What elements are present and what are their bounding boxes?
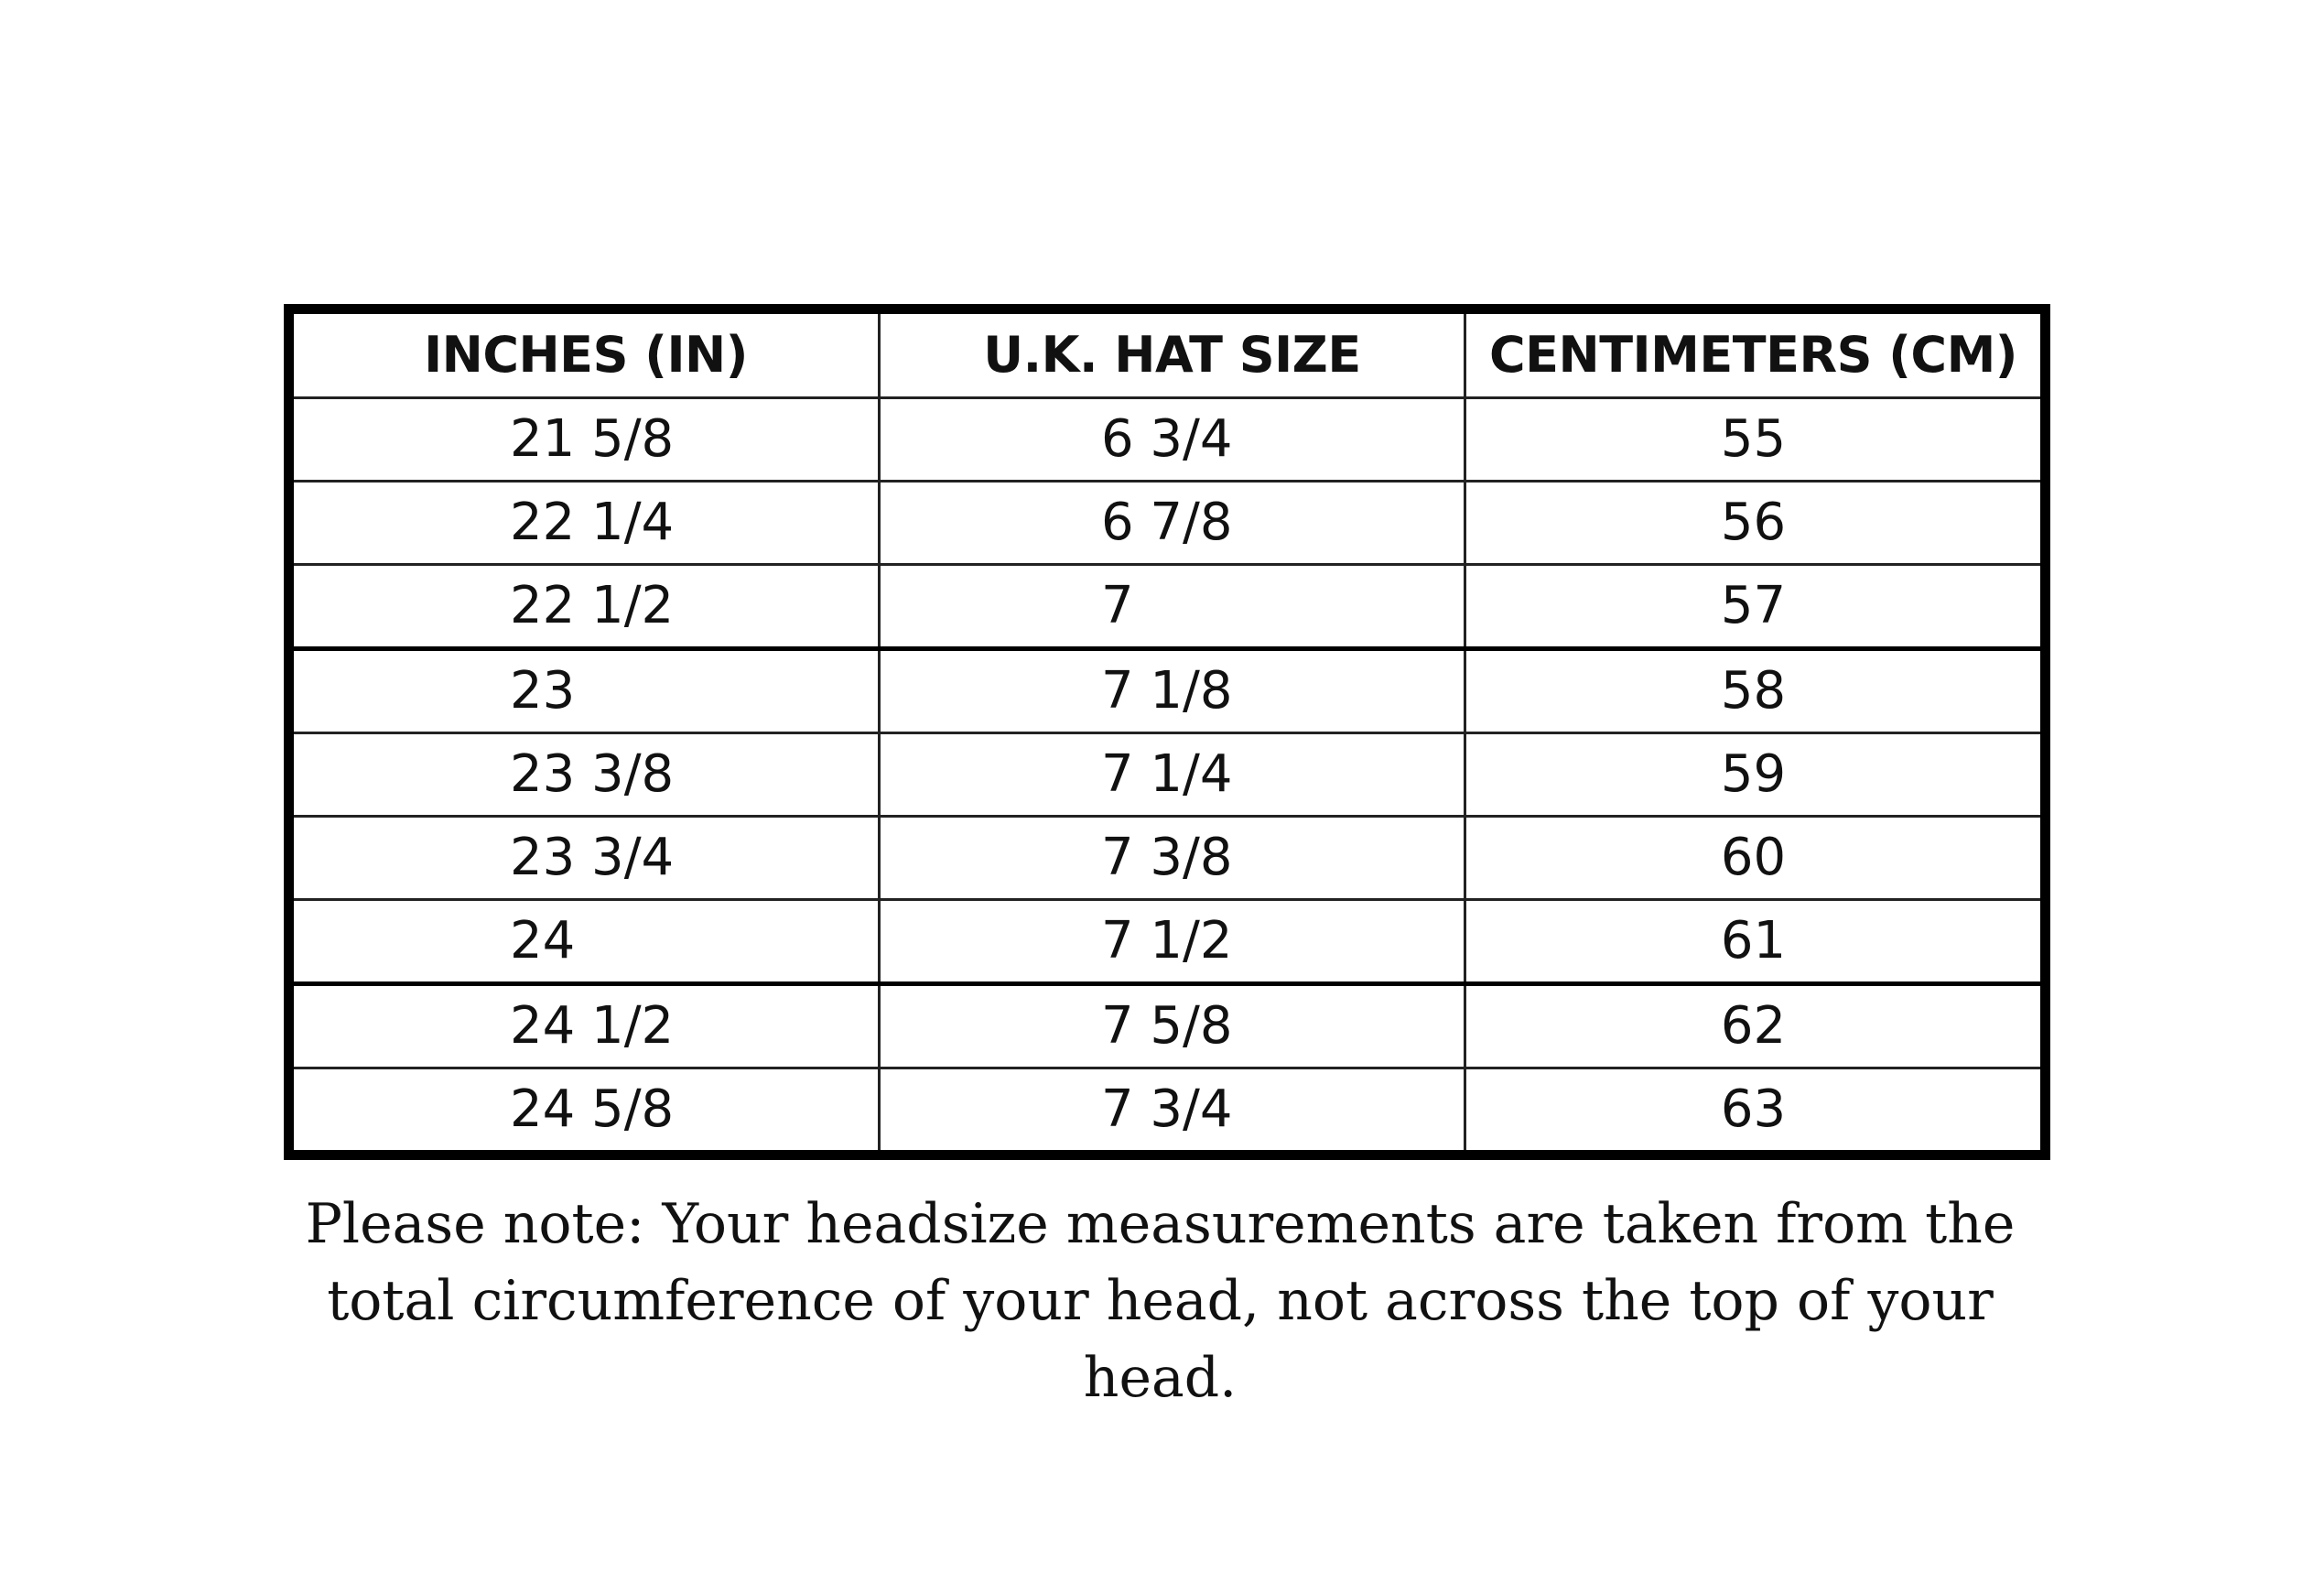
note-line-2: total circumference of your head, not across the top of your head. <box>327 1269 1994 1410</box>
table-row <box>289 482 2046 565</box>
cell-centimeters: 61 <box>1465 900 2046 984</box>
cell-centimeters: 56 <box>1465 482 2046 565</box>
cell-uk-hat-size: 7 1/8 <box>880 649 1465 733</box>
cell-inches: 24 <box>289 900 880 984</box>
header-uk-hat-size: U.K. HAT SIZE <box>880 309 1465 398</box>
cell-uk-hat-size: 7 3/4 <box>880 1068 1465 1155</box>
cell-inches: 22 1/4 <box>289 482 880 565</box>
header-centimeters: CENTIMETERS (CM) <box>1465 309 2046 398</box>
cell-inches: 21 5/8 <box>289 398 880 482</box>
cell-centimeters: 63 <box>1465 1068 2046 1155</box>
cell-centimeters: 62 <box>1465 984 2046 1068</box>
cell-centimeters: 59 <box>1465 733 2046 817</box>
cell-inches: 24 5/8 <box>289 1068 880 1155</box>
cell-centimeters: 58 <box>1465 649 2046 733</box>
cell-uk-hat-size: 6 7/8 <box>880 482 1465 565</box>
table-row <box>289 398 2046 482</box>
cell-inches: 22 1/2 <box>289 565 880 649</box>
table-header-row <box>289 309 2046 398</box>
table-row <box>289 817 2046 900</box>
cell-centimeters: 57 <box>1465 565 2046 649</box>
table-row <box>289 733 2046 817</box>
table-row <box>289 649 2046 733</box>
cell-uk-hat-size: 7 1/4 <box>880 733 1465 817</box>
cell-uk-hat-size: 6 3/4 <box>880 398 1465 482</box>
table-row <box>289 900 2046 984</box>
cell-uk-hat-size: 7 5/8 <box>880 984 1465 1068</box>
table-row <box>289 984 2046 1068</box>
note-line-1: Please note: Your headsize measurements are taken from the <box>305 1192 2016 1256</box>
cell-uk-hat-size: 7 3/8 <box>880 817 1465 900</box>
cell-inches: 24 1/2 <box>289 984 880 1068</box>
measurement-note <box>256 1186 2064 1416</box>
cell-centimeters: 55 <box>1465 398 2046 482</box>
cell-inches: 23 3/8 <box>289 733 880 817</box>
cell-uk-hat-size: 7 1/2 <box>880 900 1465 984</box>
header-inches: INCHES (IN) <box>289 309 880 398</box>
cell-centimeters: 60 <box>1465 817 2046 900</box>
table-row <box>289 1068 2046 1155</box>
hat-size-table <box>284 304 2050 1160</box>
cell-inches: 23 3/4 <box>289 817 880 900</box>
table-row <box>289 565 2046 649</box>
cell-inches: 23 <box>289 649 880 733</box>
cell-uk-hat-size: 7 <box>880 565 1465 649</box>
